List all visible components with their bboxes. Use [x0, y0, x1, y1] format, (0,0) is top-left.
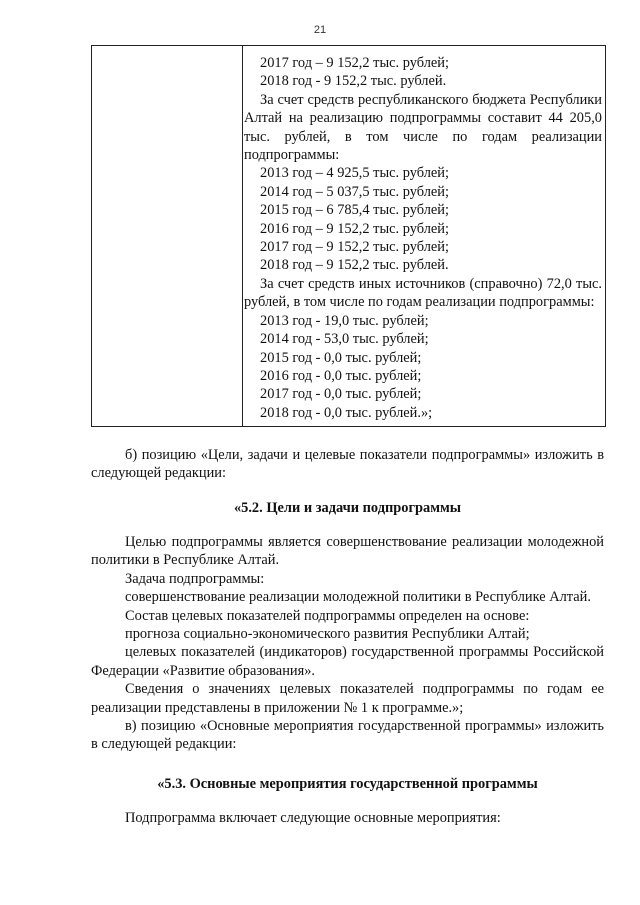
- funding-line: 2018 год - 0,0 тыс. рублей.»;: [260, 404, 433, 421]
- section-paragraph: Сведения о значениях целевых показателей подпрограммы по годам ее реализации представлены в приложении № 1 к программе.»;: [91, 681, 604, 716]
- paragraph-b-block: [91, 446, 604, 483]
- funding-paragraph: За счет средств республиканского бюджета Республики Алтай на реализацию подпрограммы составит 44 205,0 тыс. рублей, в том числе по годам реализации подпрограммы:: [244, 91, 602, 164]
- section-paragraph: Подпрограмма включает следующие основные мероприятия:: [125, 810, 501, 826]
- funding-line: 2014 год - 53,0 тыс. рублей;: [260, 331, 429, 348]
- section-paragraph: прогноза социально-экономического развития Республики Алтай;: [125, 626, 530, 643]
- funding-line: 2017 год – 9 152,2 тыс. рублей;: [260, 55, 449, 71]
- paragraph-b: б) позицию «Цели, задачи и целевые показатели подпрограммы» изложить в следующей редакции:: [91, 447, 604, 482]
- funding-line: 2016 год – 9 152,2 тыс. рублей;: [260, 220, 449, 237]
- funding-line: 2013 год - 19,0 тыс. рублей;: [260, 312, 429, 329]
- section-paragraph: целевых показателей (индикаторов) государственной программы Российской Федерации «Развитие образования».: [91, 644, 604, 679]
- section-paragraph: Целью подпрограммы является совершенствование реализации молодежной политики в Республике Алтай.: [91, 534, 604, 569]
- funding-paragraph: За счет средств иных источников (справочно) 72,0 тыс. рублей, в том числе по годам реализации подпрограммы:: [244, 275, 602, 311]
- section-paragraph: Задача подпрограммы:: [125, 570, 265, 587]
- section-5-3-body: [91, 809, 604, 827]
- funding-line: 2017 год - 0,0 тыс. рублей;: [260, 386, 422, 403]
- heading-5-2: «5.2. Цели и задачи подпрограммы: [233, 500, 462, 516]
- funding-table: [91, 45, 606, 427]
- page-number: 21: [313, 24, 327, 36]
- funding-line: 2013 год – 4 925,5 тыс. рублей;: [260, 165, 449, 182]
- funding-line: 2015 год – 6 785,4 тыс. рублей;: [260, 202, 449, 219]
- paragraph-v: в) позицию «Основные мероприятия государственной программы» изложить в следующей редакции:: [91, 718, 604, 753]
- heading-5-3: «5.3. Основные мероприятия государственной программы: [157, 776, 538, 792]
- funding-line: 2017 год – 9 152,2 тыс. рублей;: [260, 239, 449, 256]
- funding-line: 2015 год - 0,0 тыс. рублей;: [260, 349, 422, 366]
- funding-cell: [244, 54, 602, 422]
- section-paragraph: Состав целевых показателей подпрограммы определен на основе:: [125, 607, 530, 624]
- section-5-2-body: [91, 533, 604, 754]
- section-paragraph: совершенствование реализации молодежной политики в Республике Алтай.: [125, 589, 591, 606]
- funding-line: 2016 год - 0,0 тыс. рублей;: [260, 367, 422, 384]
- table-column-divider: [242, 46, 243, 426]
- funding-line: 2018 год – 9 152,2 тыс. рублей.: [260, 257, 449, 274]
- funding-line: 2018 год - 9 152,2 тыс. рублей.: [260, 73, 447, 90]
- funding-line: 2014 год – 5 037,5 тыс. рублей;: [260, 183, 449, 200]
